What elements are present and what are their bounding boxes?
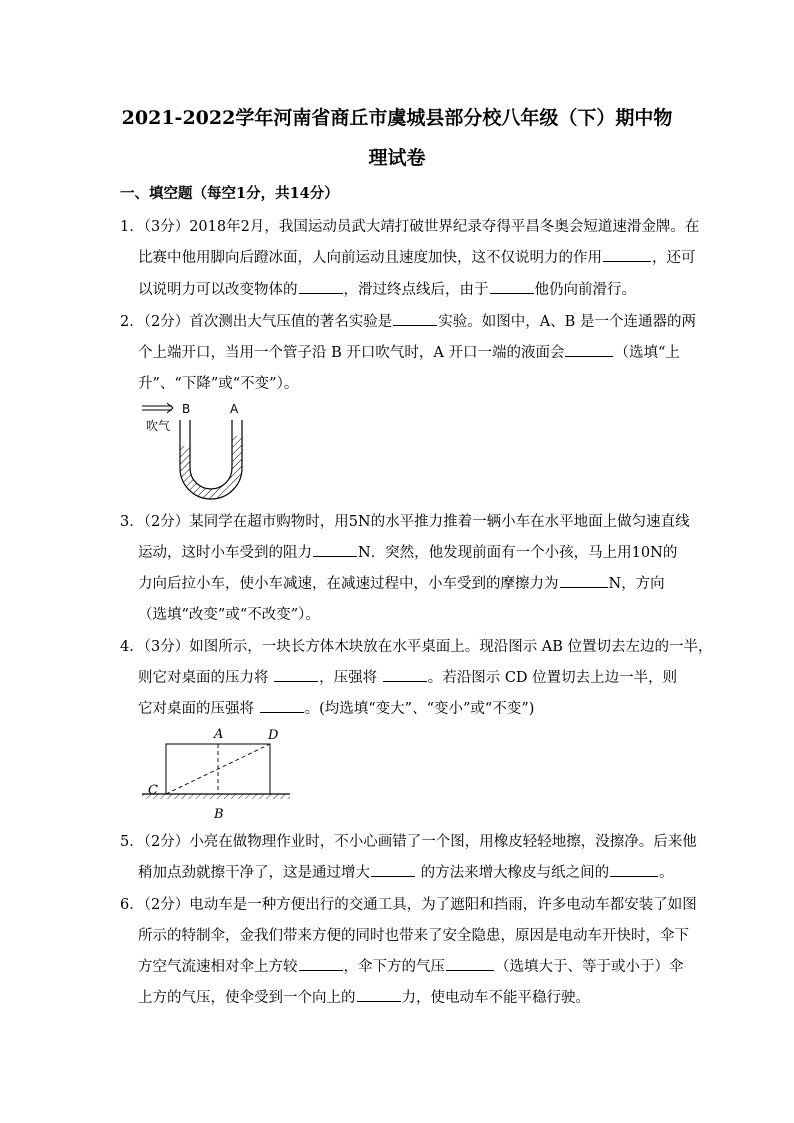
- q1-line-3: [138, 278, 636, 302]
- answer-blank[interactable]: [313, 542, 357, 558]
- q3-text: 运动，这时小车受到的阻力: [138, 545, 312, 561]
- label-b: B: [182, 402, 191, 416]
- q4-text: 。若沿图示 CD 位置切去上边一半，则: [427, 670, 678, 686]
- q5-text: 的方法来增大橡皮与纸之间的: [416, 865, 610, 881]
- q4-line-2: [138, 666, 677, 690]
- u-tube-figure: [140, 398, 250, 500]
- q1-text: ，滑过终点线后，由于: [343, 282, 489, 298]
- label-d: D: [268, 728, 279, 743]
- q6-line-3: [138, 955, 684, 979]
- q4-line-3: [138, 697, 534, 721]
- q2-line-3: 升”、“下降”或“不变”）。: [138, 376, 299, 392]
- q3-line-2: [138, 541, 677, 565]
- answer-blank[interactable]: [610, 862, 658, 878]
- q3-text: N．突然，他发现前面有一个小孩，马上用10N的: [358, 545, 678, 561]
- label-b: B: [214, 807, 224, 822]
- q5-text: 。: [659, 865, 674, 881]
- answer-blank[interactable]: [560, 573, 608, 589]
- answer-blank[interactable]: [371, 862, 415, 878]
- block-figure: [138, 722, 298, 822]
- q6-text: （选填大于、等于或小于）伞: [495, 959, 684, 975]
- q3-text: N，方向: [608, 576, 665, 592]
- label-a: A: [230, 402, 239, 416]
- q5-line-2: [138, 861, 674, 885]
- q4-line-1: 4．（3分）如图所示，一块长方体木块放在水平桌面上。现沿图示 AB 位置切去左边的一半，: [120, 639, 713, 655]
- q4-text: 则它对桌面的压力将: [138, 670, 274, 686]
- q2-line-2: [138, 341, 680, 365]
- answer-blank[interactable]: [446, 956, 494, 972]
- q4-text: 。(均选填“变大”、“变小”或“不变”): [304, 701, 535, 717]
- q4-text: ，压强将: [319, 670, 382, 686]
- q3-text: 力向后拉小车，使小车减速，在减速过程中，小车受到的摩擦力为: [138, 576, 559, 592]
- answer-blank[interactable]: [357, 987, 401, 1003]
- label-c: C: [148, 783, 158, 798]
- q6-line-2: 所示的特制伞，金我们带来方便的同时也带来了安全隐患，原因是电动车开快时，伞下: [138, 928, 689, 944]
- answer-blank[interactable]: [383, 667, 427, 683]
- q1-line-2: [138, 246, 696, 270]
- q6-line-1: 6．（2分）电动车是一种方便出行的交通工具，为了遮阳和挡雨，许多电动车都安装了如图: [120, 897, 697, 913]
- answer-blank[interactable]: [274, 667, 318, 683]
- answer-blank[interactable]: [490, 279, 534, 295]
- answer-blank[interactable]: [260, 698, 304, 714]
- q1-text: 以说明力可以改变物体的: [138, 282, 298, 298]
- section-heading: 一、填空题（每空1分，共14分）: [120, 185, 339, 202]
- u-tube-inner: [190, 420, 232, 489]
- q6-line-4: [138, 986, 590, 1010]
- q1-text: 比赛中他用脚向后蹬冰面，人向前运动且速度加快，这不仅说明力的作用: [138, 250, 602, 266]
- q2-text: （选填“上: [614, 345, 680, 361]
- answer-blank[interactable]: [603, 247, 651, 263]
- q4-text: 它对桌面的压强将: [138, 701, 259, 717]
- label-blow: 吹气: [146, 419, 171, 433]
- q1-text: 他仍向前滑行。: [534, 282, 636, 298]
- q6-text: 方空气流速相对伞上方较: [138, 959, 298, 975]
- q6-text: 上方的气压，使伞受到一个向上的: [138, 990, 356, 1006]
- answer-blank[interactable]: [393, 311, 437, 327]
- q1-line-1: 1．（3分）2018年2月，我国运动员武大靖打破世界纪录夺得平昌冬奥会短道速滑金牌。在: [120, 219, 700, 235]
- page-title-line-2: 理试卷: [368, 147, 426, 169]
- q1-text: ，还可: [652, 250, 696, 266]
- page-title-line-1: 2021-2022学年河南省商丘市虞城县部分校八年级（下）期中物: [121, 107, 673, 129]
- label-a: A: [214, 727, 224, 742]
- q2-text: 实验。如图中，A、B 是一个连通器的两: [438, 314, 696, 330]
- q5-text: 稍加点劲就擦干净了，这是通过增大: [138, 865, 370, 881]
- answer-blank[interactable]: [299, 956, 343, 972]
- q6-text: 力，使电动车不能平稳行驶。: [401, 990, 590, 1006]
- q2-text: 个上端开口，当用一个管子沿 B 开口吹气时，A 开口一端的液面会: [138, 345, 565, 361]
- q5-line-1: 5．（2分）小亮在做物理作业时，不小心画错了一个图，用橡皮轻轻地擦，没擦净。后来他: [120, 834, 697, 850]
- q6-text: ，伞下方的气压: [343, 959, 445, 975]
- answer-blank[interactable]: [565, 342, 613, 358]
- q2-line-1: [120, 310, 696, 334]
- q3-line-1: 3．（2分）某同学在超市购物时，用5N的水平推力推着一辆小车在水平地面上做匀速直线: [120, 514, 690, 530]
- q3-line-3: [138, 572, 665, 596]
- answer-blank[interactable]: [299, 279, 343, 295]
- q3-line-4: （选填“改变”或“不改变”）。: [138, 607, 320, 623]
- q2-text: 2．（2分）首次测出大气压值的著名实验是: [120, 314, 393, 330]
